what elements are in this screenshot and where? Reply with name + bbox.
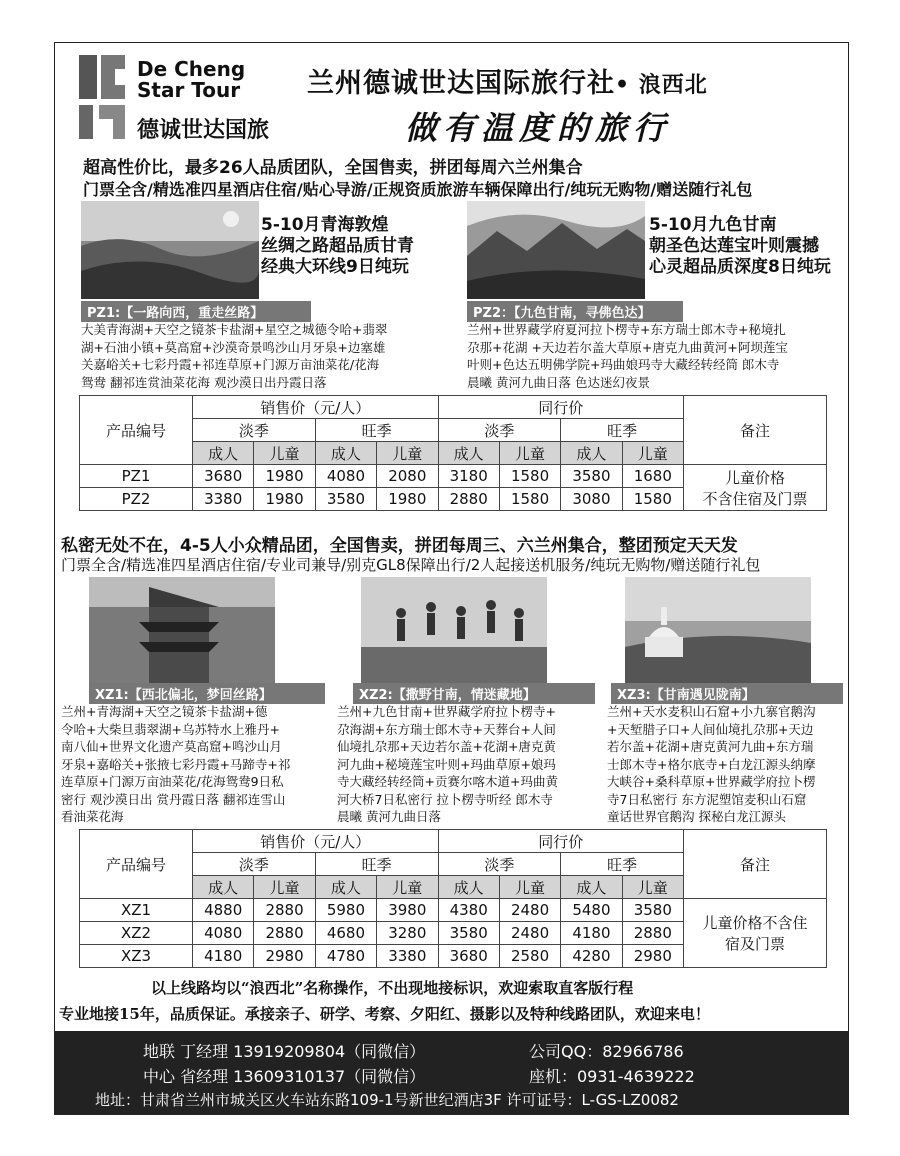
child-header: 儿童	[499, 442, 560, 465]
adult-header: 成人	[438, 876, 499, 899]
col-sale-price: 销售价（元/人）	[193, 396, 439, 419]
address: 地址：甘肃省兰州市城关区火车站东路109-1号新世纪酒店3F 许可证号：L-GS-LZ0082	[95, 1091, 679, 1109]
price-table-2	[79, 829, 827, 968]
col-peer-price: 同行价	[438, 830, 684, 853]
tour-photo-xz3	[625, 577, 811, 683]
child-header: 儿童	[499, 876, 560, 899]
col-remark: 备注	[684, 396, 827, 465]
peer-peak-season: 旺季	[561, 853, 684, 876]
tour-route-xz3: 兰州+天水麦积山石窟+小九寨官鹅沟 +天堑腊子口+人间仙境扎尕那+天边 若尔盖+花湖+唐克黄河九曲+东方瑞 士郎木寺+格尔底寺+白龙江源头纳摩 大峡谷+桑科草原+世界藏学府拉卜楞 寺7日私密行 东方泥塑馆麦积山石窟 童话世界官鹅沟 探秘白龙江源头	[607, 704, 816, 824]
sale-peak-season: 旺季	[315, 853, 438, 876]
remark-text: 儿童价格 不含住宿及门票	[684, 465, 827, 511]
tour-photo-pz1	[81, 201, 259, 299]
child-header: 儿童	[377, 442, 438, 465]
adult-header: 成人	[193, 442, 254, 465]
child-header: 儿童	[622, 876, 683, 899]
table-row: XZ1 4880 2880 5980 3980 4380 2480 5480 3580 儿童价格不含住 宿及门票	[80, 899, 827, 922]
adult-header: 成人	[315, 442, 376, 465]
child-header: 儿童	[622, 442, 683, 465]
contact-ding: 地联 丁经理 13919209804（同微信）	[143, 1042, 426, 1061]
adult-header: 成人	[561, 442, 622, 465]
section2-headline: 私密无处不在，4-5人小众精品团，全国售卖，拼团每周三、六兰州集合，整团预定天天发	[61, 536, 738, 556]
col-product: 产品编号	[80, 396, 193, 465]
peer-low-season: 淡季	[438, 853, 561, 876]
adult-header: 成人	[315, 876, 376, 899]
tour-photo-xz1	[89, 577, 275, 683]
tour-route-xz2: 兰州+九色甘南+世界藏学府拉卜楞寺+ 尕海湖+东方瑞士郎木寺+天葬台+人间 仙境扎尕那+天边若尔盖+花湖+唐克黄 河九曲+秘境莲宝叶则+玛曲草原+娘玛 寺大藏经转经筒+贡赛尔喀木道+玛曲黄 河大桥7日私密行 拉卜楞寺听经 郎木寺 晨曦 黄河九曲日落	[337, 704, 558, 824]
tour-title-pz2: 5-10月九色甘南 朝圣色达莲宝叶则震撼 心灵超品质深度8日纯玩	[649, 215, 831, 277]
tour-route-xz1: 兰州+青海湖+天空之镜茶卡盐湖+德 令哈+大柴旦翡翠湖+乌苏特水上雅丹+ 南八仙+世界文化遗产莫高窟+鸣沙山月 牙泉+嘉峪关+张掖七彩丹霞+马蹄寺+祁 连草原+门源万亩油菜花/花海鸳鸯9日私 密行 观沙漠日出 赏丹霞日落 翻祁连雪山 看油菜花海	[61, 704, 291, 824]
tour-caption-pz2: PZ2：【九色甘南，寻佛色达】	[467, 301, 683, 322]
tour-caption-pz1: PZ1:【一路向西，重走丝路】	[81, 301, 311, 322]
pagoda-icon	[89, 577, 275, 683]
logo-english: De Cheng Star Tour	[137, 57, 246, 102]
table-row: PZ2 3380 1980 3580 1980 2880 1580 3080 1580	[80, 488, 827, 511]
tour-caption-xz3: XZ3:【甘南遇见陇南】	[611, 683, 843, 704]
jumping-people-icon	[361, 577, 547, 683]
col-sale-price: 销售价（元/人）	[193, 830, 439, 853]
adult-header: 成人	[561, 876, 622, 899]
child-header: 儿童	[254, 442, 315, 465]
company-logo	[79, 53, 284, 145]
col-product: 产品编号	[80, 830, 193, 899]
adult-header: 成人	[193, 876, 254, 899]
tour-caption-xz2: XZ2:【撒野甘南，情迷藏地】	[353, 683, 595, 704]
child-header: 儿童	[377, 876, 438, 899]
remark-text: 儿童价格不含住 宿及门票	[684, 899, 827, 968]
peer-peak-season: 旺季	[561, 419, 684, 442]
page-title: 兰州德诚世达国际旅行社• 浪西北	[307, 68, 708, 99]
tour-route-pz1: 大美青海湖+天空之镜茶卡盐湖+星空之城德令哈+翡翠 湖+石油小镇+莫高窟+沙漠奇景鸣沙山月牙泉+边塞雄 关嘉峪关+七彩丹霞+祁连草原+门源万亩油菜花/花海 鸳鸯 翻祁连赏油菜花海 观沙漠日出丹霞日落	[81, 322, 388, 390]
tour-photo-pz2	[467, 201, 645, 299]
child-header: 儿童	[254, 876, 315, 899]
flyer	[54, 42, 849, 1115]
sale-low-season: 淡季	[193, 853, 316, 876]
tour-caption-xz1: XZ1:【西北偏北，梦回丝路】	[89, 683, 325, 704]
section1-features: 门票全含/精选准四星酒店住宿/贴心导游/正规资质旅游车辆保障出行/纯玩无购物/赠送随行礼包	[83, 180, 753, 199]
landline: 座机：0931-4639222	[529, 1067, 695, 1086]
sale-peak-season: 旺季	[315, 419, 438, 442]
peer-low-season: 淡季	[438, 419, 561, 442]
sale-low-season: 淡季	[193, 419, 316, 442]
desert-landscape-icon	[81, 201, 259, 299]
section2-features: 门票全含/精选准四星酒店住宿/专业司兼导/别克GL8保障出行/2人起接送机服务/纯玩无购物/赠送随行礼包	[61, 556, 761, 574]
mountain-village-icon	[467, 201, 645, 299]
table-row: XZ2 4080 2880 4680 3280 3580 2480 4180 2880	[80, 922, 827, 945]
slogan: 做有温度的旅行	[405, 109, 672, 147]
table-row: XZ3 4180 2980 4780 3380 3680 2580 4280 2980	[80, 945, 827, 968]
table-row: PZ1 3680 1980 4080 2080 3180 1580 3580 1680 儿童价格 不含住宿及门票	[80, 465, 827, 488]
contact-bar	[55, 1031, 848, 1114]
section1-headline: 超高性价比，最多26人品质团队，全国售卖，拼团每周六兰州集合	[83, 158, 583, 178]
col-remark: 备注	[684, 830, 827, 899]
logo-chinese: 德诚世达国旅	[137, 118, 270, 143]
col-peer-price: 同行价	[438, 396, 684, 419]
logo-mark-icon	[79, 53, 127, 141]
footer-note-2: 专业地接15年，品质保证。承接亲子、研学、考察、夕阳红、摄影以及特种线路团队，欢迎来电！	[59, 1005, 710, 1023]
tour-title-pz1: 5-10月青海敦煌 丝绸之路超品质甘青 经典大环线9日纯玩	[261, 215, 414, 277]
stupa-icon	[625, 577, 811, 683]
adult-header: 成人	[438, 442, 499, 465]
company-qq: 公司QQ：82966786	[529, 1042, 684, 1061]
footer-note-1: 以上线路均以“浪西北”名称操作，不出现地接标识，欢迎索取直客版行程	[151, 979, 634, 997]
contact-sheng: 中心 省经理 13609310137（同微信）	[143, 1067, 426, 1086]
tour-photo-xz2	[361, 577, 547, 683]
price-table-1	[79, 395, 827, 511]
tour-route-pz2: 兰州+世界藏学府夏河拉卜楞寺+东方瑞士郎木寺+秘境扎 尕那+花湖 +天边若尔盖大草原+唐克九曲黄河+阿坝莲宝 叶则+色达五明佛学院+玛曲娘玛寺大藏经转经筒 郎木寺 晨曦 黄河九曲日落 色达迷幻夜景	[467, 322, 788, 390]
